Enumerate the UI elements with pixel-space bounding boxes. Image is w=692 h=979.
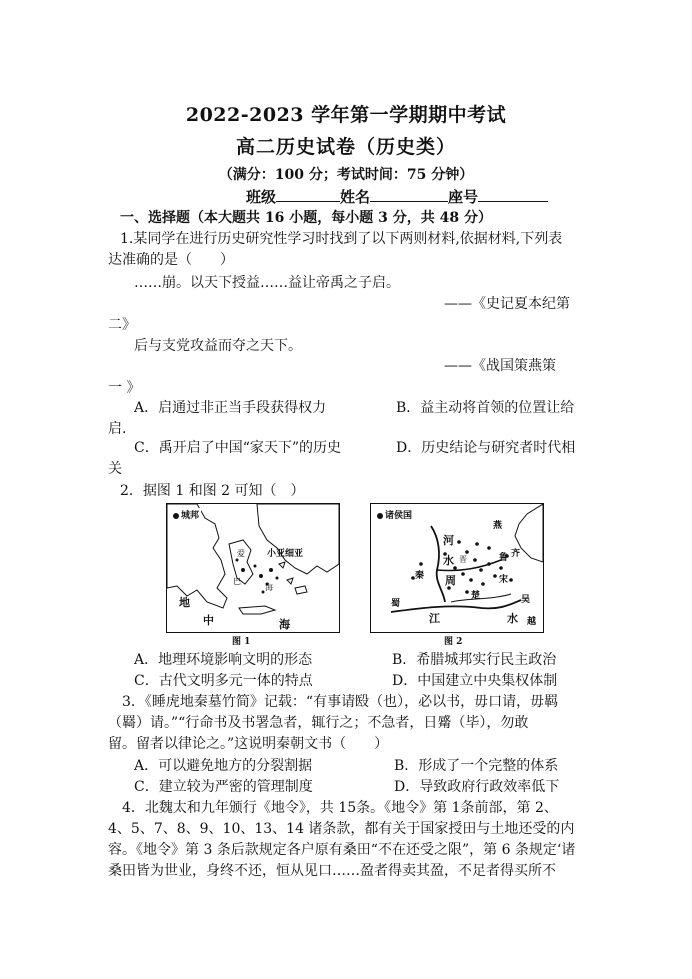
q1-option-a[interactable]: A．启通过非正当手段获得权力 bbox=[134, 400, 327, 416]
city-state-dot-icon bbox=[173, 513, 179, 519]
name-blank[interactable] bbox=[370, 187, 448, 202]
label-di: 地 bbox=[179, 596, 190, 609]
q2-stem: 2．据图 1 和图 2 可知（ ） bbox=[120, 483, 305, 499]
q4-line2: 4、5、7、8、9、10、13、14 诸条款，都有关于国家授田与土地还受的内 bbox=[108, 821, 575, 837]
label-asia-minor: 小亚细亚 bbox=[267, 549, 304, 559]
q2-option-d[interactable]: D．中国建立中央集权体制 bbox=[392, 673, 558, 689]
q1-material2-source: ——《战国策燕策 bbox=[444, 358, 556, 374]
q1-material2-source-cont: 一 》 bbox=[108, 380, 141, 396]
label-qi: 齐 bbox=[511, 549, 521, 559]
q1-option-d[interactable]: D．历史结论与研究者时代相 bbox=[396, 440, 576, 456]
label-wu: 吴 bbox=[521, 595, 531, 605]
label-ba: 巴 bbox=[233, 577, 241, 586]
label-sea: 海 bbox=[265, 583, 273, 592]
greece-map-drawing bbox=[167, 504, 339, 632]
label-lu: 鲁 bbox=[499, 553, 509, 563]
q3-option-d[interactable]: D．导致政府行政效率低下 bbox=[394, 779, 560, 795]
label-zhong: 中 bbox=[203, 614, 214, 627]
label-jin: 晋 bbox=[459, 555, 467, 564]
q2-option-c[interactable]: C．古代文明多元一体的特点 bbox=[134, 673, 313, 689]
q3-line2: （羇）请。”“行命书及书署急者，辄行之；不急者，日觱（毕），勿敢 bbox=[108, 715, 529, 731]
section-heading: 一、选择题（本大题共 16 小题，每小题 3 分，共 48 分） bbox=[120, 210, 492, 226]
q1-material2: 后与支党攻益而夺之天下。 bbox=[134, 338, 302, 354]
q1-option-b[interactable]: B．益主动将首领的位置让给 bbox=[396, 400, 575, 416]
q4-line4: 桑田皆为世业，身终不还，恒从见口……盈者得卖其盈，不足者得买所不 bbox=[108, 863, 556, 879]
label-yan: 燕 bbox=[493, 521, 503, 531]
seat-label: 座号 bbox=[448, 188, 479, 206]
figure-1-tag: 城邦 bbox=[171, 508, 201, 521]
class-label: 班级 bbox=[246, 188, 277, 206]
q2-option-b[interactable]: B．希腊城邦实行民主政治 bbox=[392, 652, 557, 668]
exam-meta: （满分：100 分；考试时间：75 分钟） bbox=[218, 167, 474, 183]
q3-option-a[interactable]: A．可以避免地方的分裂割据 bbox=[134, 758, 313, 774]
q1-option-d-cont: 关 bbox=[108, 461, 122, 477]
label-qin: 秦 bbox=[415, 571, 425, 581]
exam-title: 2022-2023 学年第一学期期中考试 bbox=[185, 104, 507, 126]
label-shui: 水 bbox=[443, 554, 454, 567]
vassal-state-dot-icon bbox=[377, 513, 383, 519]
figure-2-tag: 诸侯国 bbox=[375, 508, 414, 521]
label-shu: 蜀 bbox=[391, 599, 401, 609]
exam-subtitle: 高二历史试卷（历史类） bbox=[235, 136, 456, 158]
figure-2-caption: 图 2 bbox=[444, 637, 463, 647]
label-he: 河 bbox=[443, 534, 454, 547]
q3-line3: 留。留者以律论之。”这说明秦朝文书（ ） bbox=[108, 736, 389, 752]
q1-material1: ……崩。以天下授益……益让帝禹之子启。 bbox=[134, 275, 400, 291]
q3-option-b[interactable]: B．形成了一个完整的体系 bbox=[394, 758, 559, 774]
name-label: 姓名 bbox=[340, 188, 371, 206]
seat-blank[interactable] bbox=[478, 187, 548, 202]
label-hai: 海 bbox=[279, 618, 290, 631]
class-blank[interactable] bbox=[276, 187, 340, 202]
q1-stem-line1: 1.某同学在进行历史研究性学习时找到了以下两则材料,依据材料,下列表 bbox=[120, 231, 563, 247]
label-jiang: 江 bbox=[429, 612, 440, 625]
q1-option-b-cont: 启. bbox=[108, 421, 127, 437]
q1-material1-source-cont: 二》 bbox=[108, 317, 136, 333]
q4-line3: 容。《地令》第 3 条后款规定各户原有桑田“不在还受之限”，第 6 条规定‘诸 bbox=[108, 842, 576, 858]
q1-stem-line2: 达准确的是（ ） bbox=[108, 252, 234, 268]
figure-1-greece-map bbox=[166, 503, 340, 633]
label-ai: 爱 bbox=[237, 549, 245, 558]
q1-material1-source: ——《史记夏本纪第 bbox=[444, 296, 570, 312]
student-info-line bbox=[246, 186, 548, 207]
label-shui2: 水 bbox=[507, 612, 518, 625]
q1-option-c[interactable]: C．禹开启了中国“家天下”的历史 bbox=[134, 440, 342, 456]
figure-2-china-map bbox=[370, 503, 544, 633]
label-song: 宋 bbox=[499, 575, 509, 585]
q4-line1: 4．北魏太和九年颁行《地令》，共 15条。《地令》第 1条前部，第 2、 bbox=[122, 800, 558, 816]
label-yue: 越 bbox=[527, 617, 537, 627]
q3-line1: 3．《睡虎地秦墓竹简》记载：“有事请殹（也），必以书，毋口请，毋羁 bbox=[122, 694, 559, 710]
figure-1-caption: 图 1 bbox=[232, 637, 251, 647]
label-chu: 楚 bbox=[471, 591, 481, 601]
q2-option-a[interactable]: A．地理环境影响文明的形态 bbox=[134, 652, 313, 668]
label-zhou: 周 bbox=[445, 574, 456, 587]
q3-option-c[interactable]: C．建立较为严密的管理制度 bbox=[134, 779, 313, 795]
